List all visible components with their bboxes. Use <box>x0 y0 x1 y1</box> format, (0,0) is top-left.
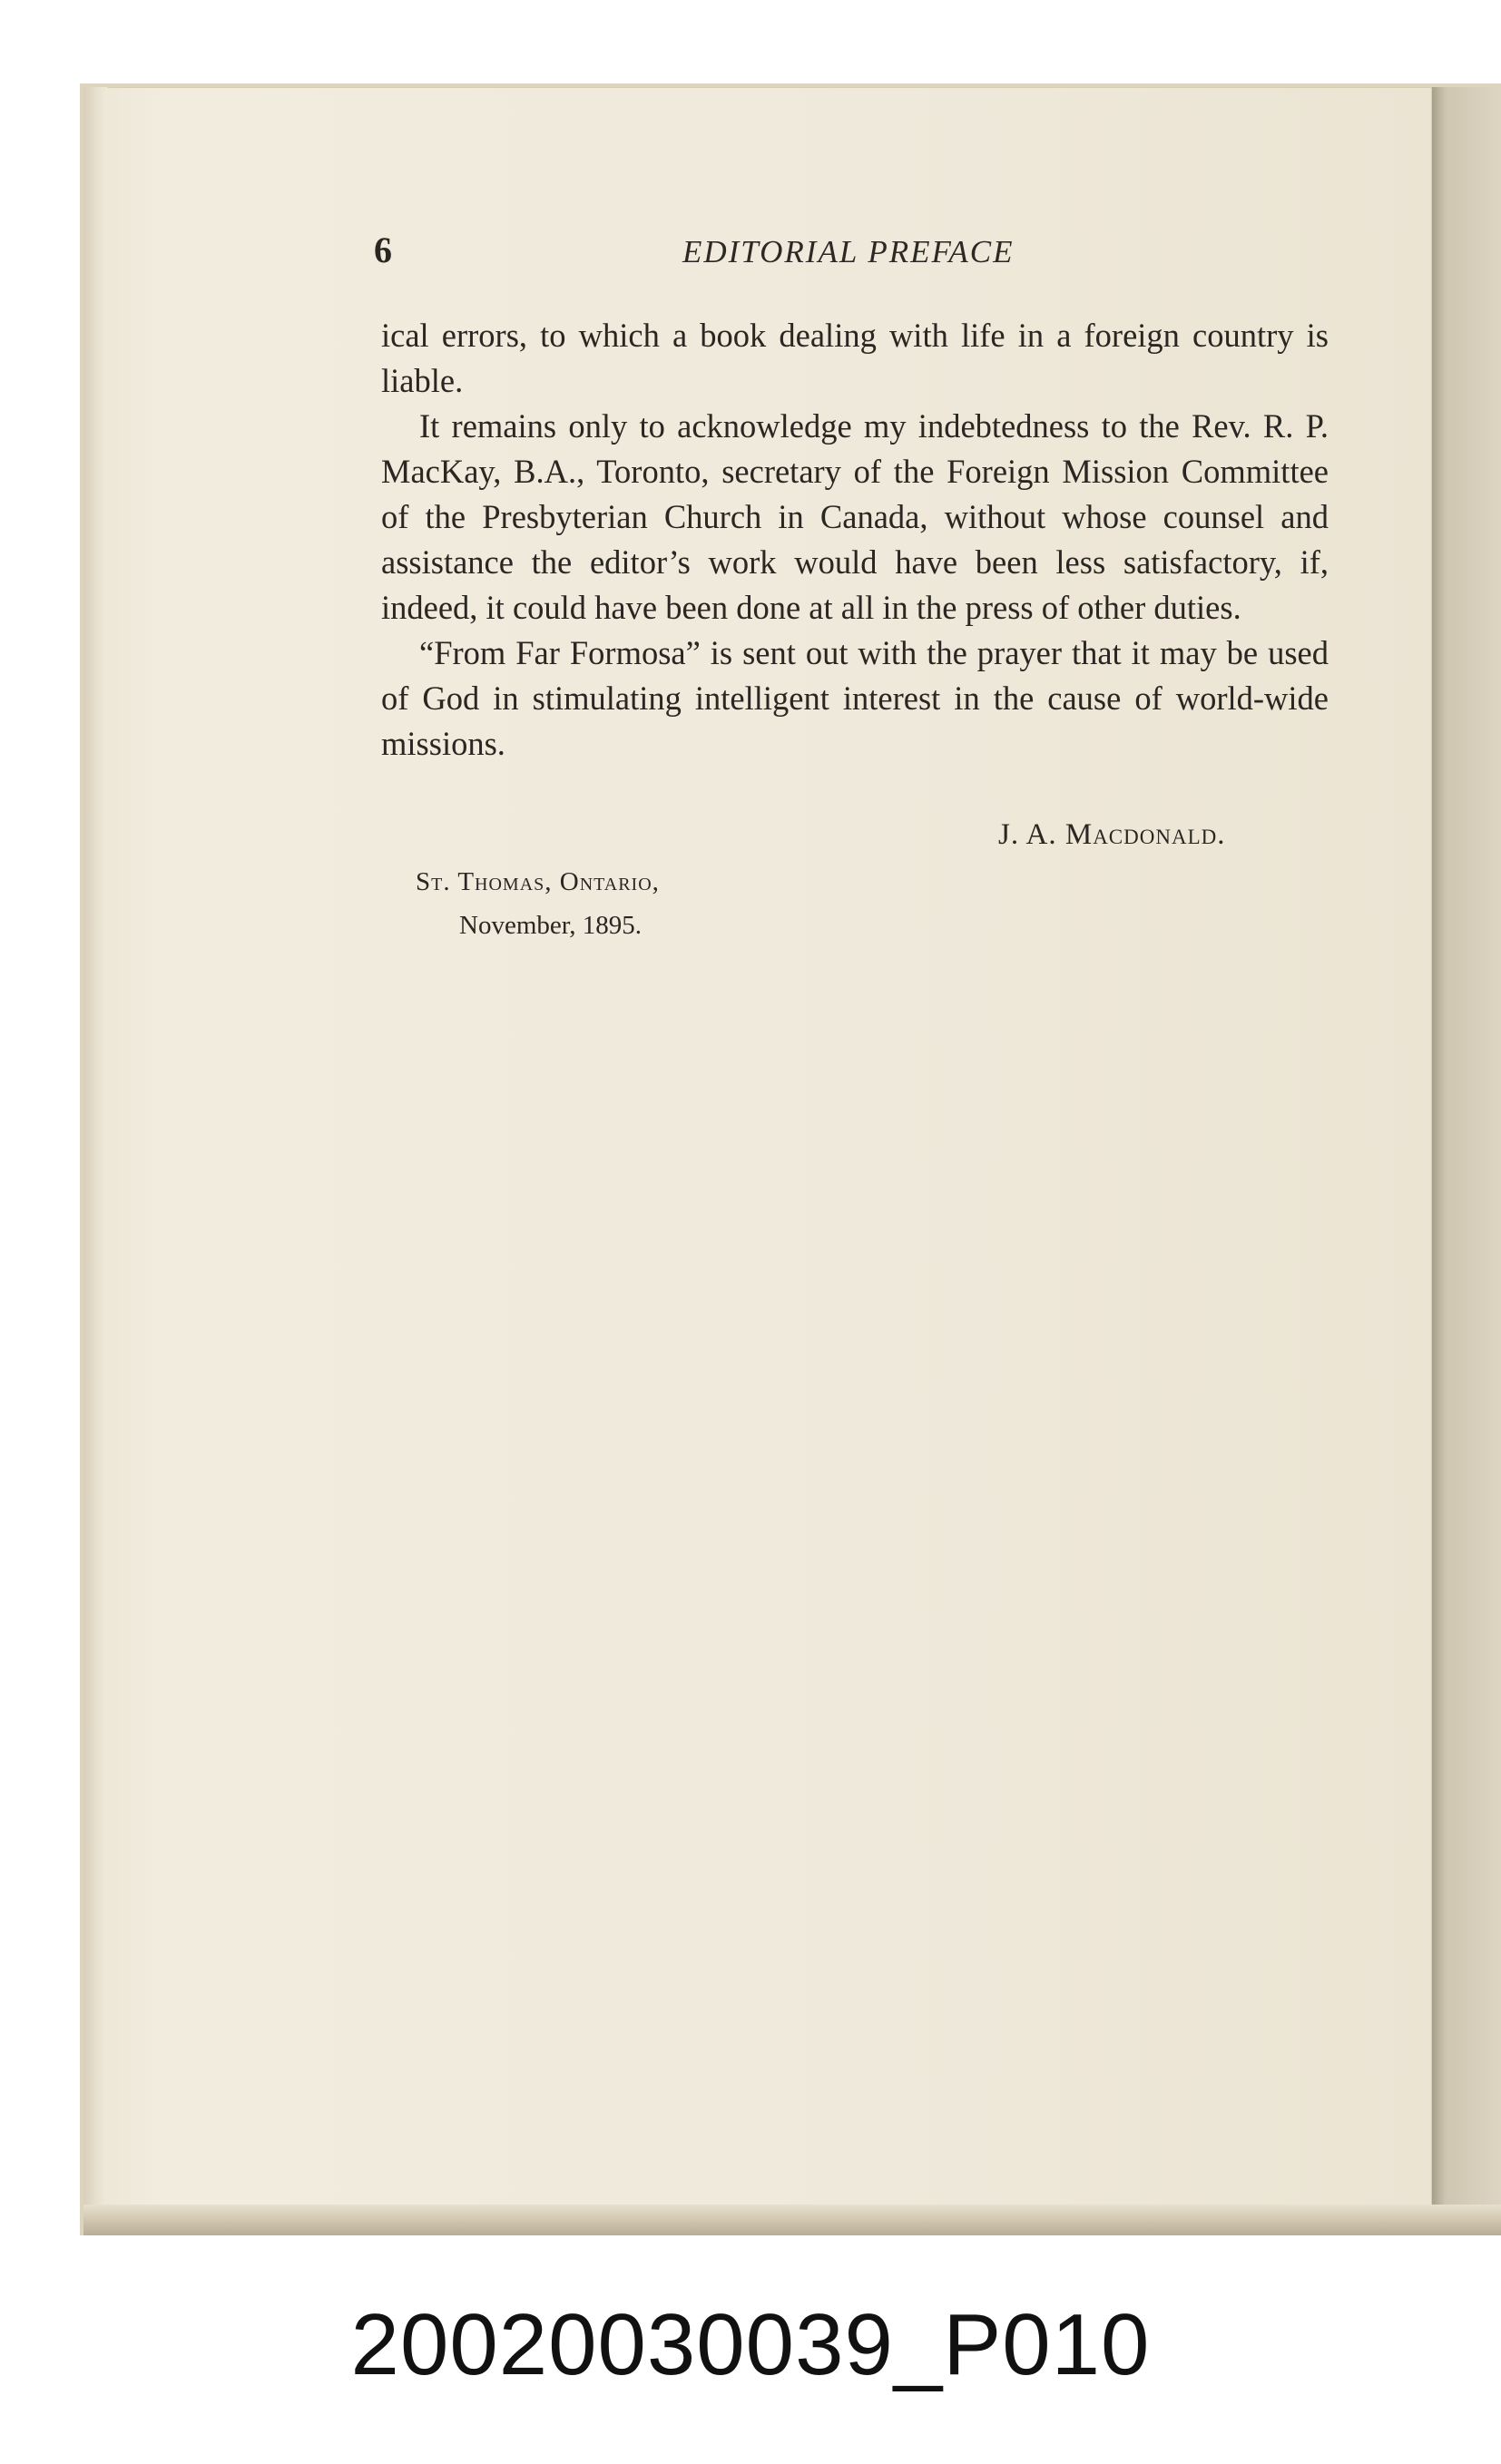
page-bottom-edge <box>83 2205 1501 2235</box>
paragraph-closing: “From Far Formosa” is sent out with the prayer that it may be used of God in stimulating intelligent interest in the cause of world-wide missions. <box>381 634 1329 762</box>
page-gutter <box>83 87 107 2230</box>
signature: J. A. Macdonald. <box>998 818 1226 851</box>
dateline <box>416 860 660 947</box>
running-head <box>374 229 1327 283</box>
archive-id-caption: 20020030039_P010 <box>350 2296 1151 2393</box>
paragraph-continuation: ical errors, to which a book dealing with life in a foreign country is liable. <box>381 317 1329 399</box>
dateline-place: St. Thomas, Ontario, <box>416 867 660 896</box>
dateline-date: November, 1895. <box>459 911 642 940</box>
adjacent-page-edge <box>1432 87 1501 2230</box>
body-text <box>381 313 1329 767</box>
page-number: 6 <box>374 230 392 270</box>
paragraph-acknowledgement: It remains only to acknowledge my indebtedness to the Rev. R. P. MacKay, B.A., Toronto, secretary of the Foreign Mission Committee of the Presbyterian Church in Canada, without whose counsel and assistance the editor’s work would have been less satisfactory, if, indeed, it could have been done at all in the press of other duties. <box>381 407 1329 626</box>
running-head-title: EDITORIAL PREFACE <box>682 234 1015 269</box>
